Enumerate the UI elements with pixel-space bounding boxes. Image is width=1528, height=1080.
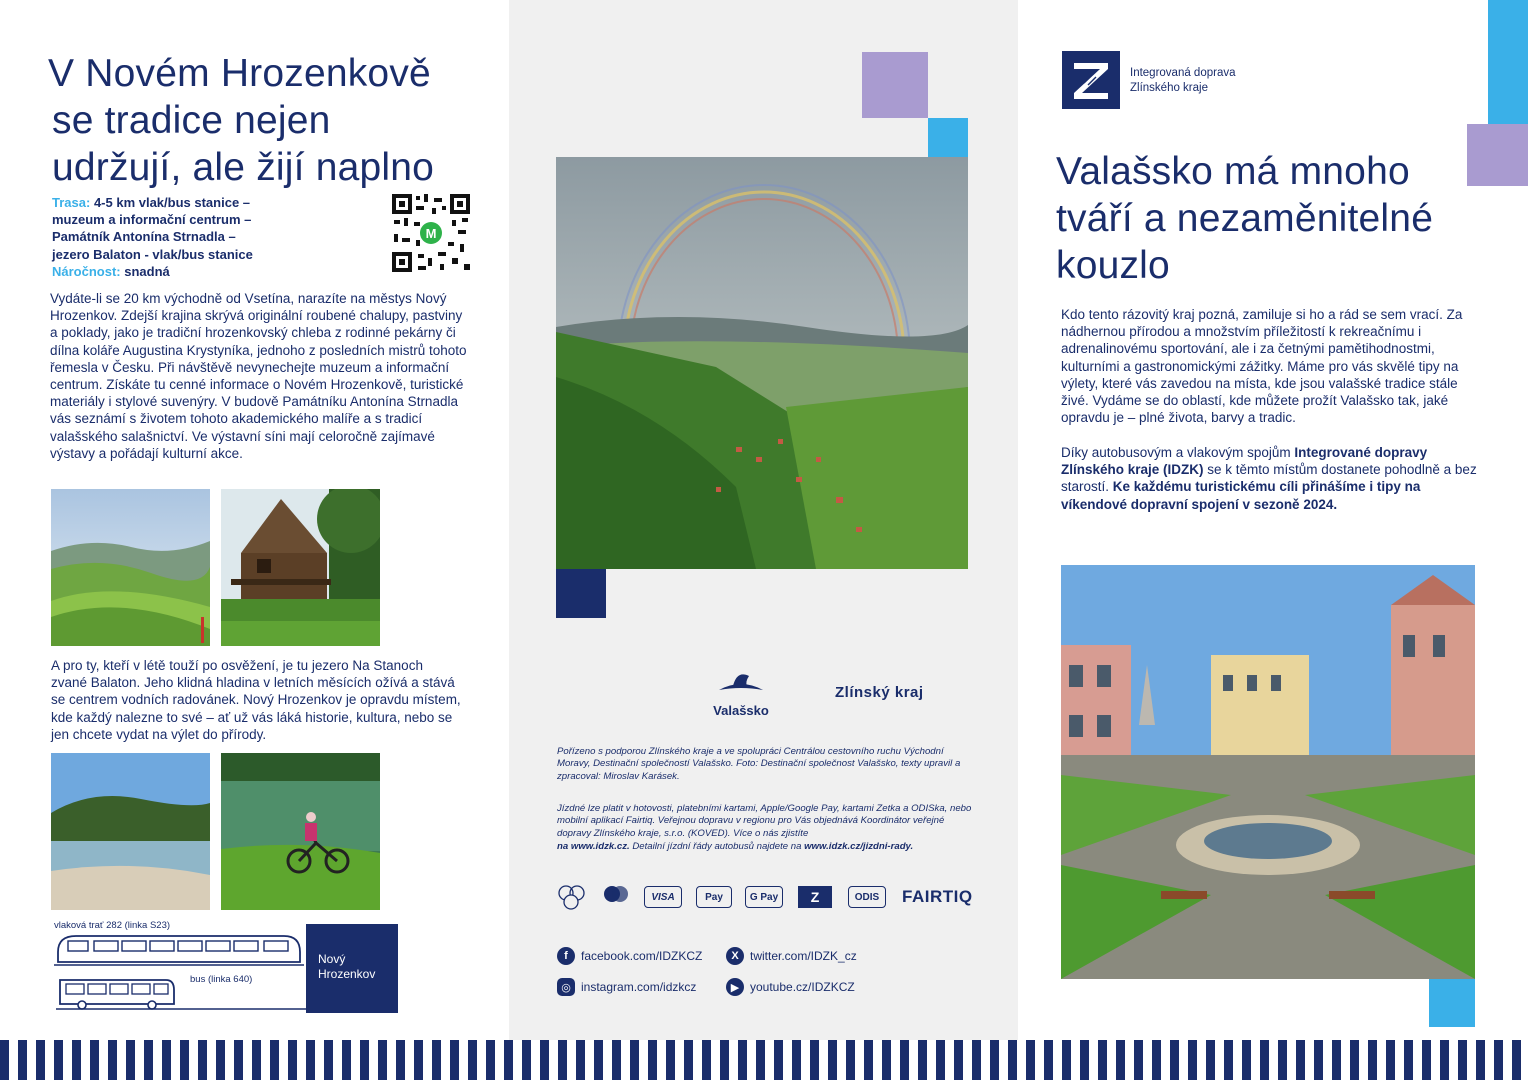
idzk-small-logo-icon: Z <box>798 886 832 908</box>
google-pay-badge: G Pay <box>745 886 783 908</box>
right-title-line: Valašsko má mnoho <box>1056 150 1410 193</box>
cyan-square-top <box>1488 0 1528 124</box>
left-lake-paragraph: A pro ty, kteří v létě touží po osvěžení, je tu jezero Na Stanoch zvané Balaton. Jeho klidná hladina v letních měsících ožívá a stává se centrem vodních radovánek. Nový Hrozenkov je opravdu místem, kde každý nalezne to své – ať už vás láká historie, kultura, nebo se jen chcete vydat na výlet do přírody. <box>51 658 461 742</box>
left-title-line: udržují, ale žijí naplno <box>52 146 435 189</box>
web-link-timetables[interactable]: www.idzk.cz/jizdni-rady. <box>804 841 914 852</box>
right-intro-paragraph: Kdo tento rázovitý kraj pozná, zamiluje si ho a rád se sem vrací. Za nádhernou přírodou a množstvím příležitostí k rekreačnímu i adrenalinovému sportování, ale i za četnými pamětihodnostmi, kulturními a gastronomickými zážitky. Máme pro vás skvělé tipy na výlety, které vás zavedou na místa, kde jsou valašské tradice stále živé. Vydáme se do oblastí, kde můžete prožít Valašsko tak, jaké opravdu je – plné života, barvy a tradic. <box>1061 307 1463 426</box>
visa-badge: VISA <box>644 886 682 908</box>
credits-text: Pořízeno s podporou Zlínského kraje a ve spolupráci Centrálou cestovního ruchu Východní Moravy, Destinační společností Valašsko. Foto: Destinační společnost Valašsko, texty upravil a zpracoval: Miroslav Karásek. <box>557 746 961 782</box>
idzk-z-icon <box>1062 51 1120 109</box>
route-line: 4-5 km vlak/bus stanice – <box>93 195 251 210</box>
right-p2-b: Integrované dopravy Zlínského kraje (IDZK) <box>1061 445 1428 478</box>
apple-pay-badge <box>696 886 732 908</box>
photo-lake-beach <box>51 753 210 910</box>
instagram-label: instagram.com/idzkcz <box>581 980 697 994</box>
right-p2-d: Ke každému turistickému cíli přinášíme i tipy na víkendové dopravní spojení v sezoně 2024. <box>1061 479 1421 512</box>
fairtiq-logo: FAIRTIQ <box>902 887 973 906</box>
train-icon <box>54 934 304 971</box>
web-link-idzk[interactable]: na www.idzk.cz. <box>557 841 630 852</box>
valassko-hat-icon <box>715 668 767 698</box>
left-intro-paragraph: Vydáte-li se 20 km východně od Vsetína, narazíte na městys Nový Hrozenkov. Zdejší krajina skrývá originální roubené chalupy, pastviny a poklady, jako je tradiční hrozenkovský chleba z rodinné pekárny či dílna koláře Augustina Krystyníka, jednoho z posledních mistrů tohoto řemesla v Česku. Při návštěvě nevynechejte muzeum a informační centrum. Získáte tu cenné informace o Novém Hrozenkově, turistické materiály i stylové suvenýry. V budově Památníku Antonína Strnadla vás seznámí s životem tohoto akademického malíře a s tradicí valašského salašnictví. Ve výstavní síni mají celoročně zajímavé výstavy a pořádají kulturní akce. <box>50 291 467 461</box>
right-title-line: tváří a nezaměnitelné <box>1056 197 1434 240</box>
difficulty-label: Náročnost: <box>52 263 121 279</box>
photo-castle-garden <box>1061 565 1475 979</box>
youtube-link[interactable] <box>726 978 855 996</box>
x-twitter-icon: X <box>726 947 744 965</box>
youtube-label: youtube.cz/IDZKCZ <box>750 980 855 994</box>
youtube-icon: ▶ <box>726 978 744 996</box>
photo-wooden-house <box>221 489 380 646</box>
twitter-label: twitter.com/IDZK_cz <box>750 949 857 963</box>
photo-rainbow-valley <box>556 157 968 569</box>
facebook-icon: f <box>557 947 575 965</box>
twitter-link[interactable] <box>726 947 857 965</box>
route-label: Trasa: <box>52 195 91 210</box>
photo-cyclist-lake <box>221 753 380 910</box>
route-line: jezero Balaton - vlak/bus stanice <box>52 246 253 262</box>
svg-text:M: M <box>425 226 437 241</box>
bus-icon <box>56 976 306 1015</box>
cyan-square <box>928 118 968 158</box>
apple-pay-label: Pay <box>705 891 723 903</box>
bottom-stripe-divider <box>0 1040 1528 1080</box>
right-p2-c: se k těmto místům dostanete pohodlně a bez starostí. <box>1061 462 1477 495</box>
route-info <box>52 194 352 280</box>
web-text <box>557 841 981 853</box>
difficulty-value: snadná <box>124 263 170 279</box>
bus-line-label: bus (linka 640) <box>190 974 253 985</box>
right-p2-a: Díky autobusovým a vlakovým spojům <box>1061 445 1295 460</box>
destination-label: Nový Hrozenkov <box>318 952 376 981</box>
left-panel <box>0 0 509 1080</box>
valassko-logo <box>701 668 781 718</box>
coins-icon <box>557 884 587 910</box>
route-line: muzeum a informační centrum – <box>52 212 252 228</box>
facebook-label: facebook.com/IDZKCZ <box>581 949 703 963</box>
web-text-mid: Detailní jízdní řády autobusů najdete na <box>629 841 805 852</box>
left-title <box>48 50 488 191</box>
middle-panel <box>509 0 1018 1080</box>
cyan-square-bottom <box>1429 979 1475 1027</box>
tickets-text: Jízdné lze platit v hotovosti, platebními kartami, Apple/Google Pay, kartami Zetka a ODISka, nebo mobilní aplikací Fairtiq. Veřejnou dopravu v regionu pro Vás objednává Koordinátor veřejné dopravy Zlínského kraje, s.r.o. (KOVED). Více o nás zjistíte <box>557 803 972 839</box>
brand-line: Integrovaná doprava <box>1130 67 1236 79</box>
valassko-label: Valašsko <box>713 703 769 718</box>
photo-meadow-hills <box>51 489 210 646</box>
left-title-line: se tradice nejen <box>52 99 331 142</box>
zlin-region-logo: Zlínský kraj <box>835 684 924 701</box>
instagram-link[interactable] <box>557 978 696 996</box>
facebook-link[interactable] <box>557 947 702 965</box>
train-line-label: vlaková trať 282 (linka S23) <box>54 920 171 931</box>
idzk-brand-text <box>1130 66 1236 96</box>
right-panel <box>1018 0 1528 1080</box>
mastercard-icon <box>601 884 631 906</box>
left-title-line: V Novém Hrozenkově <box>48 52 431 95</box>
idzk-logo <box>1062 51 1120 109</box>
odis-badge: ODIS <box>848 886 886 908</box>
route-line: Památník Antonína Strnadla – <box>52 229 236 245</box>
navy-square <box>556 569 606 618</box>
right-title-line: kouzlo <box>1056 244 1170 287</box>
right-transport-paragraph <box>1061 444 1477 513</box>
qr-code[interactable] <box>392 194 470 272</box>
lavender-square <box>862 52 928 118</box>
instagram-icon: ◎ <box>557 978 575 996</box>
destination-box <box>306 924 398 1013</box>
brand-line: Zlínského kraje <box>1130 82 1208 94</box>
right-title <box>1056 148 1496 289</box>
